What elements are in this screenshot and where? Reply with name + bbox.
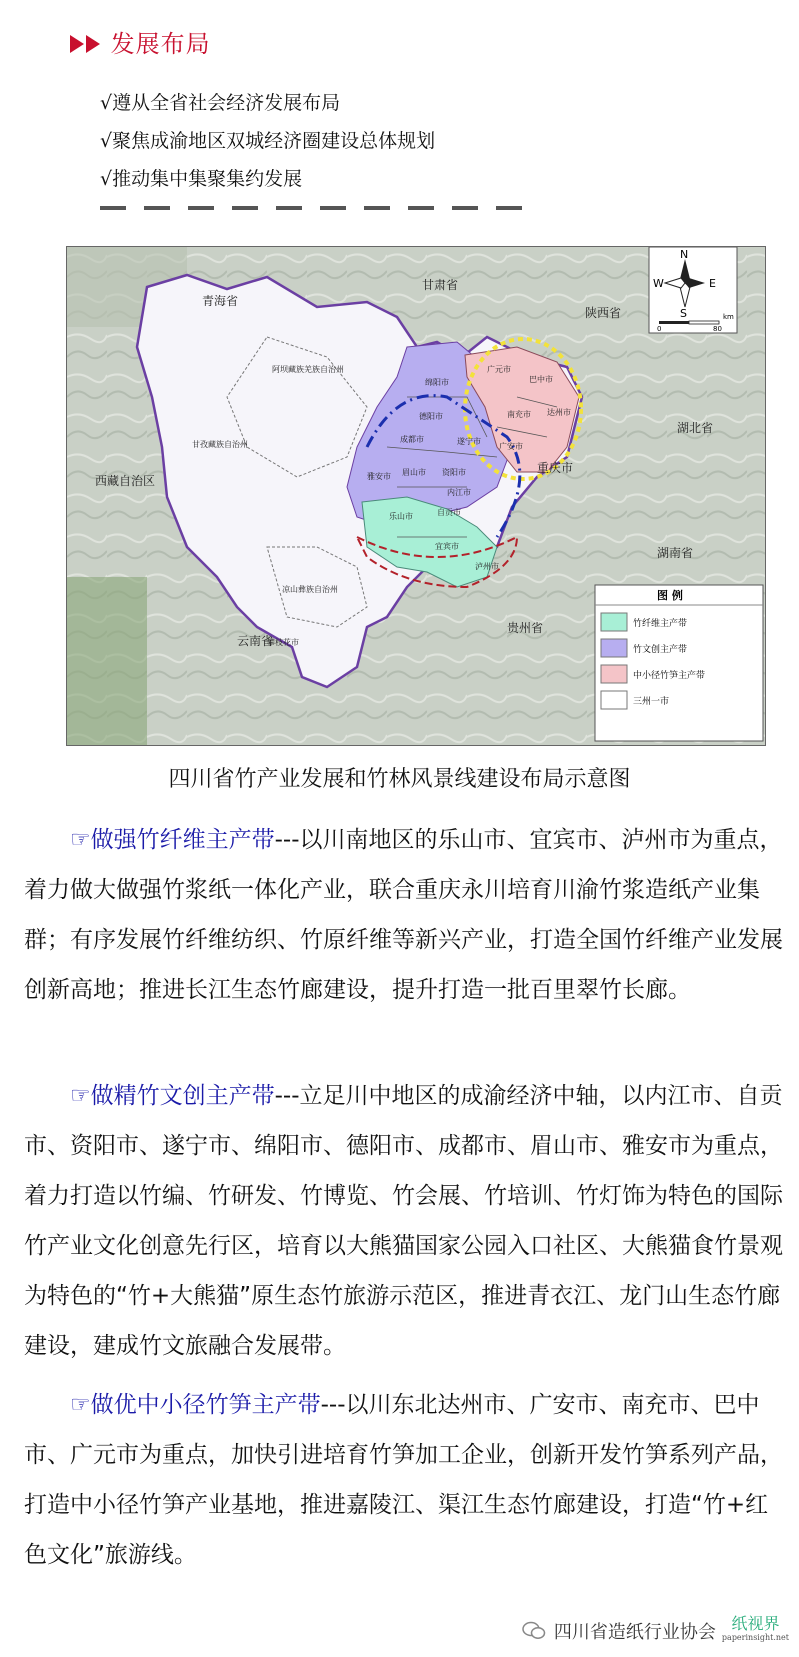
scale-unit: km	[723, 313, 734, 321]
province-label: 湖南省	[657, 546, 694, 560]
scale-end: 80	[713, 325, 722, 333]
province-label: 贵州省	[507, 621, 544, 635]
compass-rose	[649, 247, 737, 333]
logo-text: 纸视界	[731, 1614, 780, 1633]
paragraph-shoot	[24, 1380, 784, 1580]
footer-watermark	[522, 1612, 789, 1650]
check-item: √推动集中集聚集约发展	[100, 168, 303, 190]
paragraph-lead: 做强竹纤维主产带	[90, 827, 275, 853]
prefecture-label: 宜宾市	[435, 542, 459, 551]
province-label: 西藏自治区	[95, 474, 156, 488]
legend-title: 图 例	[657, 589, 683, 602]
prefecture-label: 雅安市	[367, 472, 391, 481]
prefecture-label: 眉山市	[402, 468, 426, 477]
check-list	[100, 84, 435, 198]
paragraph-body: ---立足川中地区的成渝经济中轴，以内江市、自贡市、资阳市、遂宁市、绵阳市、德阳市、成都市、眉山市、雅安市为重点，着力打造以竹编、竹研发、竹博览、竹会展、竹培训、竹灯饰为特色的国际竹产业文化创意先行区，培育以大熊猫国家公园入口社区、大熊猫食竹景观为特色的“竹+大熊猫”原生态竹旅游示范区，推进青衣江、龙门山生态竹廊建设，建成竹文旅融合发展带。	[24, 1083, 783, 1359]
hand-pointer-icon: ☞	[70, 1083, 91, 1109]
triangle-icon	[70, 35, 84, 53]
compass-e: E	[709, 277, 716, 290]
compass-s: S	[680, 307, 687, 320]
paragraph-body: ---以川东北达州市、广安市、南充市、巴中市、广元市为重点，加快引进培育竹笋加工企业，创新开发竹笋系列产品，打造中小径竹笋产业基地，推进嘉陵江、渠江生态竹廊建设，打造“竹+红色文化”旅游线。	[24, 1392, 783, 1568]
hand-pointer-icon: ☞	[70, 827, 91, 853]
paragraph-lead: 做精竹文创主产带	[90, 1083, 275, 1109]
prefecture-label: 遂宁市	[457, 437, 481, 446]
wechat-icon	[522, 1621, 546, 1641]
legend-item-label: 三州一市	[633, 697, 670, 707]
prefecture-label: 广安市	[499, 442, 523, 451]
province-label: 重庆市	[537, 461, 574, 475]
prefecture-label: 内江市	[447, 488, 471, 497]
legend-item-label: 竹纤维主产带	[633, 619, 688, 629]
prefecture-label: 阿坝藏族羌族自治州	[272, 365, 344, 374]
prefecture-label: 德阳市	[419, 412, 443, 421]
prefecture-label: 达州市	[547, 408, 571, 417]
sichuan-layout-map	[67, 247, 765, 745]
prefecture-label: 泸州市	[475, 562, 499, 571]
check-item: √聚焦成渝地区双城经济圈建设总体规划	[100, 130, 436, 152]
heading-text: 发展布局	[110, 30, 211, 58]
section-heading	[70, 24, 211, 59]
prefecture-label: 成都市	[400, 435, 424, 444]
prefecture-label: 攀枝花市	[267, 638, 299, 647]
paragraph-lead: 做优中小径竹笋主产带	[90, 1392, 321, 1418]
scale-zero: 0	[657, 325, 662, 333]
prefecture-label: 自贡市	[437, 508, 461, 517]
legend-item-label: 竹文创主产带	[633, 645, 688, 655]
prefecture-label: 甘孜藏族自治州	[192, 440, 248, 449]
province-label: 甘肃省	[422, 278, 459, 292]
clipped-text-line	[100, 206, 570, 212]
prefecture-label: 广元市	[487, 365, 511, 374]
logo-subtext: paperinsight.net	[721, 1633, 789, 1642]
compass-w: W	[653, 277, 664, 290]
province-label: 云南省	[237, 634, 274, 648]
account-name: 四川省造纸行业协会	[553, 1622, 716, 1643]
legend-item-label: 中小径竹笋主产带	[633, 671, 706, 681]
check-item: √遵从全省社会经济发展布局	[100, 92, 341, 114]
paragraph-body: ---以川南地区的乐山市、宜宾市、泸州市为重点，着力做大做强竹浆纸一体化产业，联合重庆永川培育川渝竹浆造纸产业集群；有序发展竹纤维纺织、竹原纤维等新兴产业，打造全国竹纤维产业发展创新高地；推进长江生态竹廊建设，提升打造一批百里翠竹长廊。	[24, 827, 783, 1003]
site-logo	[721, 1614, 789, 1645]
province-label: 湖北省	[677, 421, 714, 435]
prefecture-label: 凉山彝族自治州	[282, 585, 338, 594]
prefecture-label: 南充市	[507, 410, 531, 419]
province-label: 陕西省	[585, 306, 622, 320]
hand-pointer-icon: ☞	[70, 1392, 91, 1418]
prefecture-label: 乐山市	[389, 512, 413, 521]
compass-n: N	[680, 248, 689, 261]
paragraph-culture	[24, 1071, 784, 1371]
paragraph-fiber	[24, 815, 784, 1015]
map-caption: 四川省竹产业发展和竹林风景线建设布局示意图	[168, 767, 631, 792]
prefecture-label: 资阳市	[442, 468, 466, 477]
map-legend	[595, 585, 763, 741]
prefecture-label: 巴中市	[529, 375, 553, 384]
province-label: 青海省	[202, 294, 239, 308]
map-figure	[66, 246, 766, 746]
triangle-icon	[86, 35, 100, 53]
prefecture-label: 绵阳市	[425, 378, 449, 387]
